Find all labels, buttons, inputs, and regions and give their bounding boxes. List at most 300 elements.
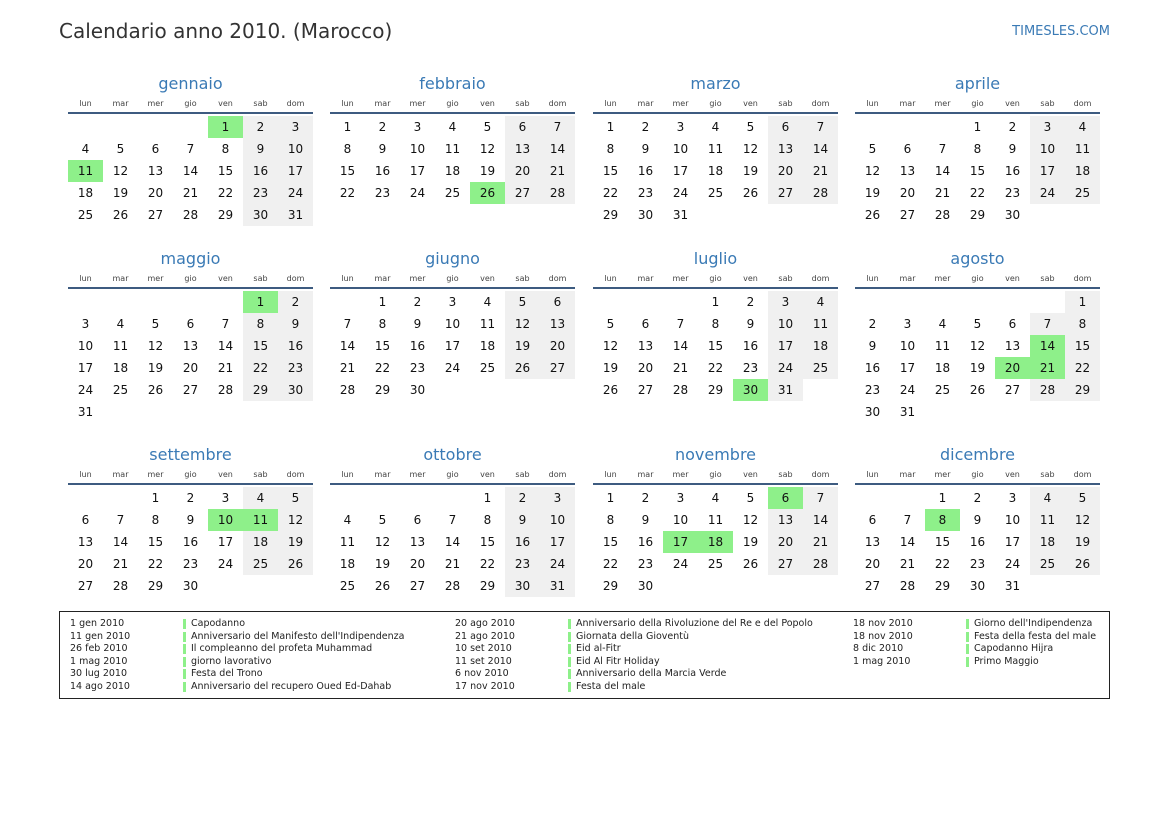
day-cell: 26 [470, 182, 505, 204]
day-cell: 23 [182, 557, 199, 571]
day-grid [855, 485, 1100, 597]
day-cell: 25 [707, 557, 724, 571]
day-cell: 14 [803, 509, 838, 531]
day-cell: 6 [903, 142, 912, 156]
holiday-date: 8 dic 2010 [853, 643, 904, 655]
empty-day-cell [505, 379, 540, 401]
day-cell: 25 [1065, 182, 1100, 204]
weekday-label: dom [548, 274, 567, 283]
legend-row [70, 681, 404, 694]
day-cell: 12 [742, 142, 759, 156]
holiday-date: 21 ago 2010 [455, 630, 515, 642]
empty-day-cell [628, 291, 663, 313]
legend-row [455, 618, 813, 631]
empty-day-cell [1065, 575, 1100, 597]
day-cell: 22 [1065, 357, 1100, 379]
day-cell: 3 [1030, 116, 1065, 138]
weekday-label: mer [672, 274, 689, 283]
day-cell: 25 [112, 383, 129, 397]
day-cell: 12 [147, 339, 164, 353]
month-febbraio [330, 74, 575, 204]
weekday-label: ven [218, 274, 233, 283]
day-cell: 20 [864, 557, 881, 571]
site-link[interactable]: TIMESLES.COM [1012, 24, 1110, 39]
empty-day-cell [103, 401, 138, 423]
weekday-label: sab [778, 99, 793, 108]
day-grid [593, 485, 838, 597]
weekday-label: mer [672, 99, 689, 108]
day-cell: 30 [864, 405, 881, 419]
day-cell: 4 [343, 513, 352, 527]
holiday-marker [966, 644, 969, 654]
day-cell: 2 [378, 120, 387, 134]
day-cell: 1 [243, 291, 278, 313]
day-cell: 18 [698, 531, 733, 553]
day-cell: 19 [602, 361, 619, 375]
day-cell: 24 [1030, 182, 1065, 204]
day-cell: 19 [742, 164, 759, 178]
month-marzo [593, 74, 838, 226]
day-grid [68, 289, 313, 423]
day-cell: 26 [374, 579, 391, 593]
day-cell: 28 [217, 383, 234, 397]
day-cell: 15 [339, 164, 356, 178]
empty-day-cell [103, 116, 138, 138]
month-settembre [68, 445, 313, 597]
holiday-marker [568, 644, 571, 654]
day-cell: 7 [221, 317, 230, 331]
day-cell: 23 [409, 361, 426, 375]
legend-row [853, 643, 1096, 656]
day-cell: 22 [374, 361, 391, 375]
day-cell: 14 [934, 164, 951, 178]
empty-day-cell [68, 291, 103, 313]
day-cell: 30 [969, 579, 986, 593]
day-cell: 27 [182, 383, 199, 397]
weekday-header [330, 96, 575, 114]
weekday-header [330, 271, 575, 289]
weekday-header [330, 467, 575, 485]
day-cell: 13 [505, 138, 540, 160]
day-cell: 29 [147, 579, 164, 593]
weekday-label: sab [515, 274, 530, 283]
day-grid [330, 114, 575, 204]
weekday-label: sab [253, 274, 268, 283]
weekday-label: gio [446, 99, 459, 108]
day-cell: 15 [374, 339, 391, 353]
weekday-label: mer [934, 274, 951, 283]
day-cell: 22 [969, 186, 986, 200]
day-cell: 4 [711, 491, 720, 505]
empty-day-cell [995, 401, 1030, 423]
day-cell: 16 [1004, 164, 1021, 178]
day-cell: 6 [540, 291, 575, 313]
day-cell: 28 [540, 182, 575, 204]
day-cell: 29 [374, 383, 391, 397]
month-name: gennaio [158, 74, 223, 93]
day-cell: 20 [995, 357, 1030, 379]
day-cell: 6 [505, 116, 540, 138]
weekday-label: lun [866, 99, 879, 108]
holiday-name: Capodanno Hijra [974, 643, 1054, 655]
weekday-label: mar [112, 274, 129, 283]
day-cell: 2 [243, 116, 278, 138]
day-cell: 8 [378, 317, 387, 331]
weekday-label: mar [637, 470, 654, 479]
empty-day-cell [593, 291, 628, 313]
weekday-label: sab [253, 470, 268, 479]
day-cell: 29 [934, 579, 951, 593]
day-cell: 26 [112, 208, 129, 222]
day-cell: 30 [1004, 208, 1021, 222]
day-cell: 21 [934, 186, 951, 200]
day-cell: 16 [742, 339, 759, 353]
day-cell: 2 [278, 291, 313, 313]
legend-row [455, 681, 813, 694]
holiday-name: Eid al-Fitr [576, 643, 621, 655]
weekday-label: mar [374, 99, 391, 108]
day-cell: 15 [602, 164, 619, 178]
legend-row [455, 631, 813, 644]
weekday-label: dom [548, 99, 567, 108]
day-cell: 15 [707, 339, 724, 353]
weekday-label: mar [374, 470, 391, 479]
day-cell: 6 [186, 317, 195, 331]
day-cell: 16 [969, 535, 986, 549]
legend-row [70, 668, 404, 681]
holiday-name: Festa del male [576, 680, 646, 692]
day-cell: 11 [68, 160, 103, 182]
day-cell: 20 [768, 160, 803, 182]
day-cell: 21 [112, 557, 129, 571]
day-cell: 19 [742, 535, 759, 549]
day-cell: 27 [540, 357, 575, 379]
weekday-label: ven [218, 470, 233, 479]
day-grid [593, 289, 838, 401]
day-cell: 29 [707, 383, 724, 397]
day-cell: 31 [672, 208, 689, 222]
weekday-label: dom [1073, 470, 1092, 479]
day-cell: 18 [339, 557, 356, 571]
day-cell: 20 [147, 186, 164, 200]
day-cell: 27 [505, 182, 540, 204]
weekday-label: gio [184, 274, 197, 283]
day-cell: 29 [243, 379, 278, 401]
day-cell: 7 [540, 116, 575, 138]
weekday-label: lun [341, 274, 354, 283]
empty-day-cell [890, 291, 925, 313]
day-cell: 13 [409, 535, 426, 549]
day-cell: 5 [1065, 487, 1100, 509]
day-cell: 24 [217, 557, 234, 571]
holiday-name: Capodanno [191, 618, 246, 629]
holiday-name: Festa della festa del male [974, 630, 1097, 642]
weekday-label: ven [743, 99, 758, 108]
day-cell: 10 [1030, 138, 1065, 160]
weekday-header [855, 271, 1100, 289]
day-cell: 31 [1004, 579, 1021, 593]
day-cell: 23 [969, 557, 986, 571]
day-cell: 28 [672, 383, 689, 397]
day-cell: 10 [278, 138, 313, 160]
empty-day-cell [733, 575, 768, 597]
day-cell: 5 [505, 291, 540, 313]
weekday-label: ven [1005, 274, 1020, 283]
holiday-name: Il compleanno del profeta Muhammad [191, 643, 373, 655]
day-cell: 21 [444, 557, 461, 571]
month-name: agosto [950, 249, 1005, 268]
day-cell: 1 [1065, 291, 1100, 313]
day-cell: 7 [803, 487, 838, 509]
day-cell: 28 [112, 579, 129, 593]
month-name: luglio [693, 249, 738, 268]
day-cell: 14 [217, 339, 234, 353]
day-cell: 21 [672, 361, 689, 375]
day-cell: 16 [637, 164, 654, 178]
day-cell: 17 [672, 164, 689, 178]
month-name: aprile [954, 74, 1001, 93]
empty-day-cell [103, 291, 138, 313]
empty-day-cell [855, 291, 890, 313]
day-cell: 3 [1008, 491, 1017, 505]
weekday-label: gio [971, 99, 984, 108]
month-name: ottobre [423, 445, 482, 464]
day-cell: 23 [278, 357, 313, 379]
day-cell: 11 [1065, 138, 1100, 160]
day-cell: 19 [278, 531, 313, 553]
day-cell: 22 [147, 557, 164, 571]
day-cell: 17 [1030, 160, 1065, 182]
day-cell: 21 [803, 531, 838, 553]
day-cell: 4 [1065, 116, 1100, 138]
day-cell: 4 [938, 317, 947, 331]
day-cell: 4 [448, 120, 457, 134]
empty-day-cell [365, 487, 400, 509]
day-cell: 12 [374, 535, 391, 549]
day-cell: 5 [606, 317, 615, 331]
day-cell: 9 [186, 513, 195, 527]
day-grid [68, 485, 313, 597]
day-cell: 1 [378, 295, 387, 309]
day-cell: 29 [969, 208, 986, 222]
holiday-marker [568, 632, 571, 642]
weekday-label: ven [743, 274, 758, 283]
day-cell: 5 [278, 487, 313, 509]
day-cell: 31 [768, 379, 803, 401]
day-cell: 16 [637, 535, 654, 549]
day-cell: 4 [803, 291, 838, 313]
day-cell: 25 [707, 186, 724, 200]
empty-day-cell [138, 401, 173, 423]
empty-day-cell [1030, 575, 1065, 597]
weekday-label: mar [899, 99, 916, 108]
day-cell: 22 [602, 186, 619, 200]
day-cell: 28 [444, 579, 461, 593]
day-cell: 23 [742, 361, 759, 375]
day-cell: 5 [151, 317, 160, 331]
day-cell: 14 [540, 138, 575, 160]
month-name: maggio [160, 249, 221, 268]
holiday-marker [966, 619, 969, 629]
day-cell: 2 [186, 491, 195, 505]
legend-column [70, 618, 404, 694]
day-cell: 30 [182, 579, 199, 593]
day-cell: 17 [540, 531, 575, 553]
day-cell: 13 [540, 313, 575, 335]
month-giugno [330, 249, 575, 401]
weekday-label: dom [811, 99, 830, 108]
empty-day-cell [960, 401, 995, 423]
day-cell: 8 [973, 142, 982, 156]
day-cell: 26 [742, 186, 759, 200]
day-cell: 27 [864, 579, 881, 593]
day-cell: 1 [483, 491, 492, 505]
day-cell: 11 [803, 313, 838, 335]
weekday-label: sab [1040, 470, 1055, 479]
day-cell: 12 [112, 164, 129, 178]
day-cell: 22 [479, 557, 496, 571]
day-cell: 19 [112, 186, 129, 200]
day-cell: 27 [637, 383, 654, 397]
empty-day-cell [1065, 204, 1100, 226]
empty-day-cell [803, 575, 838, 597]
empty-day-cell [663, 291, 698, 313]
empty-day-cell [435, 487, 470, 509]
day-cell: 3 [278, 116, 313, 138]
holiday-name: Anniversario della Rivoluzione del Re e del Popolo [576, 618, 813, 629]
day-cell: 13 [864, 535, 881, 549]
day-cell: 14 [1030, 335, 1065, 357]
day-cell: 12 [864, 164, 881, 178]
day-cell: 3 [903, 317, 912, 331]
day-cell: 13 [768, 509, 803, 531]
day-cell: 26 [1065, 553, 1100, 575]
empty-day-cell [208, 291, 243, 313]
day-cell: 25 [803, 357, 838, 379]
day-cell: 2 [505, 487, 540, 509]
day-cell: 28 [182, 208, 199, 222]
weekday-label: ven [218, 99, 233, 108]
weekday-label: mer [147, 274, 164, 283]
day-cell: 19 [479, 164, 496, 178]
day-cell: 11 [707, 142, 724, 156]
day-cell: 8 [925, 509, 960, 531]
day-cell: 3 [448, 295, 457, 309]
day-cell: 9 [378, 142, 387, 156]
day-cell: 31 [77, 405, 94, 419]
empty-day-cell [995, 291, 1030, 313]
legend-row [455, 643, 813, 656]
holiday-date: 26 feb 2010 [70, 643, 128, 655]
day-cell: 5 [378, 513, 387, 527]
day-cell: 23 [864, 383, 881, 397]
day-cell: 19 [374, 557, 391, 571]
day-cell: 9 [1008, 142, 1017, 156]
day-cell: 26 [278, 553, 313, 575]
day-cell: 14 [672, 339, 689, 353]
day-cell: 1 [151, 491, 160, 505]
day-cell: 27 [899, 208, 916, 222]
weekday-label: gio [446, 470, 459, 479]
weekday-label: lun [341, 470, 354, 479]
empty-day-cell [960, 291, 995, 313]
weekday-label: lun [604, 99, 617, 108]
day-cell: 7 [343, 317, 352, 331]
day-cell: 16 [505, 531, 540, 553]
day-cell: 27 [768, 182, 803, 204]
legend-row [70, 618, 404, 631]
weekday-label: lun [79, 99, 92, 108]
day-cell: 12 [505, 313, 540, 335]
month-name: giugno [425, 249, 480, 268]
day-cell: 17 [77, 361, 94, 375]
legend-row [853, 618, 1096, 631]
day-cell: 11 [444, 142, 461, 156]
empty-day-cell [173, 116, 208, 138]
page-title: Calendario anno 2010. (Marocco) [59, 19, 393, 43]
day-cell: 15 [147, 535, 164, 549]
day-cell: 29 [217, 208, 234, 222]
day-cell: 1 [606, 120, 615, 134]
day-cell: 23 [243, 182, 278, 204]
weekday-label: mar [637, 99, 654, 108]
day-cell: 18 [444, 164, 461, 178]
day-cell: 17 [768, 335, 803, 357]
day-cell: 12 [278, 509, 313, 531]
day-cell: 26 [505, 357, 540, 379]
day-cell: 22 [339, 186, 356, 200]
day-cell: 10 [672, 142, 689, 156]
empty-day-cell [768, 204, 803, 226]
day-cell: 8 [151, 513, 160, 527]
day-cell: 6 [868, 513, 877, 527]
holiday-name: Giornata della Gioventù [576, 630, 690, 642]
holiday-date: 6 nov 2010 [455, 668, 509, 680]
weekday-label: dom [548, 470, 567, 479]
empty-day-cell [925, 291, 960, 313]
holiday-marker [568, 657, 571, 667]
month-name: novembre [674, 445, 757, 464]
day-cell: 24 [768, 357, 803, 379]
day-cell: 4 [1030, 487, 1065, 509]
day-cell: 6 [768, 487, 803, 509]
month-maggio [68, 249, 313, 423]
day-cell: 8 [221, 142, 230, 156]
day-cell: 9 [243, 138, 278, 160]
day-cell: 10 [409, 142, 426, 156]
day-cell: 24 [278, 182, 313, 204]
holiday-name: Anniversario del recupero Oued Ed-Dahab [191, 680, 392, 692]
month-name: settembre [149, 445, 232, 464]
weekday-label: mer [147, 470, 164, 479]
weekday-label: gio [184, 470, 197, 479]
empty-day-cell [208, 401, 243, 423]
holiday-name: Giorno dell'Indipendenza [974, 618, 1093, 629]
day-cell: 7 [803, 116, 838, 138]
day-grid [855, 289, 1100, 423]
holiday-date: 18 nov 2010 [853, 630, 913, 642]
empty-day-cell [435, 379, 470, 401]
month-ottobre [330, 445, 575, 597]
holiday-date: 10 set 2010 [455, 643, 512, 655]
empty-day-cell [1030, 291, 1065, 313]
day-cell: 1 [711, 295, 720, 309]
day-grid [593, 114, 838, 226]
legend-row [455, 656, 813, 669]
day-cell: 18 [1065, 160, 1100, 182]
day-cell: 12 [479, 142, 496, 156]
holiday-marker [183, 632, 186, 642]
